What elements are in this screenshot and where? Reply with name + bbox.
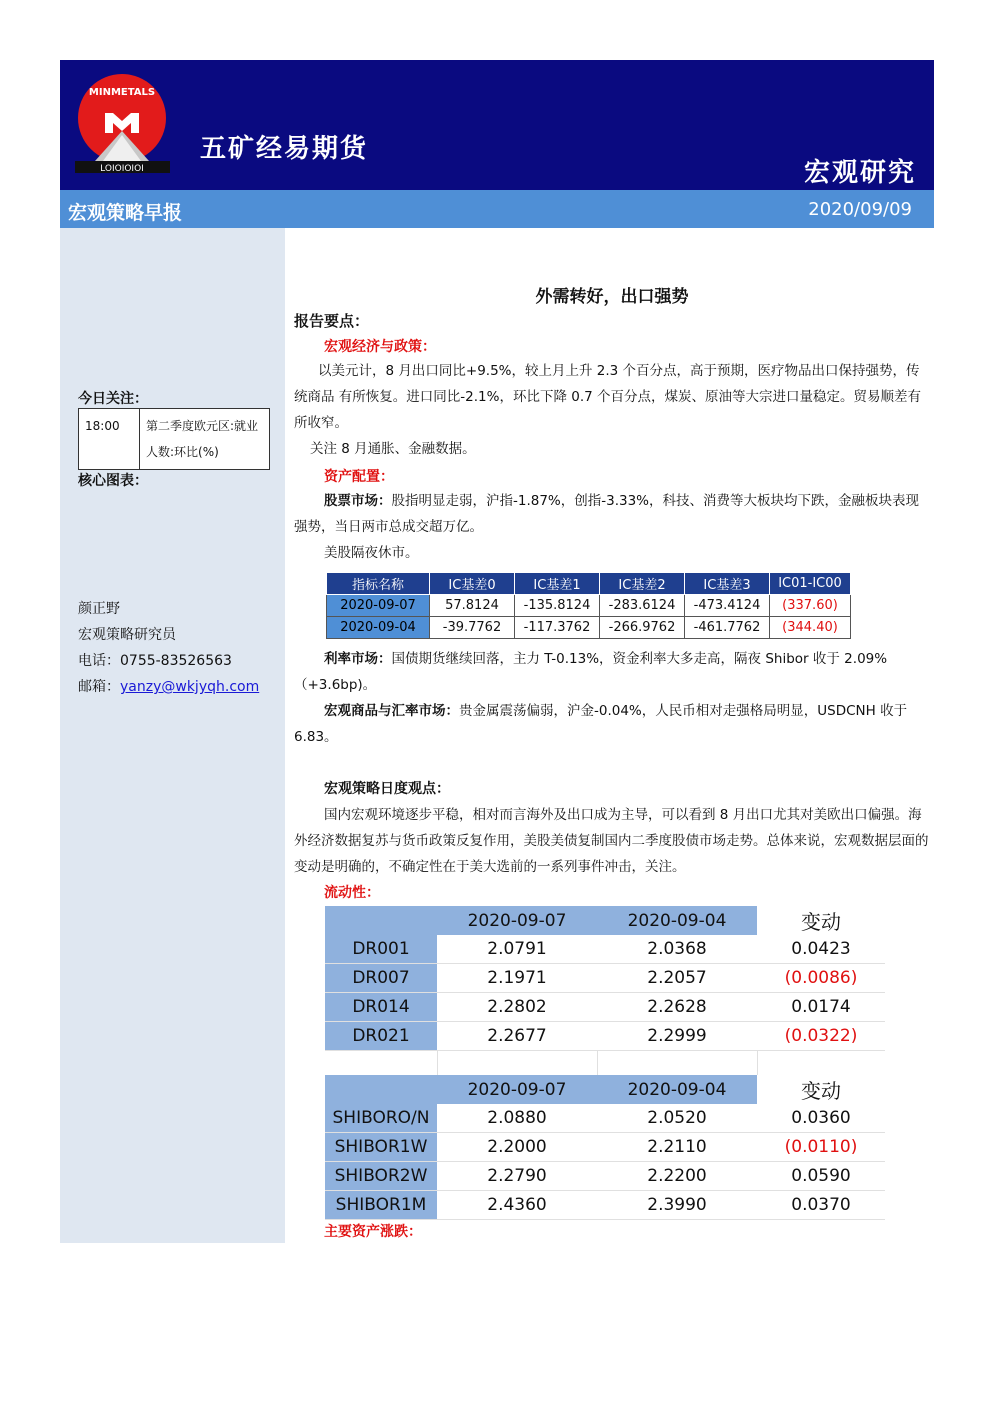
- basis-r1-c1: -39.7762: [430, 617, 515, 639]
- basis-header-row: [327, 573, 851, 595]
- stock-head: 股票市场：: [324, 493, 392, 509]
- section-asset: 资产配置：: [324, 469, 394, 485]
- basis-h3: IC基差2: [600, 573, 685, 595]
- report-bar: [60, 190, 934, 228]
- shibor-table: [325, 1075, 885, 1220]
- basis-r0-c1: 57.8124: [430, 595, 515, 617]
- division-name: 宏观研究: [803, 158, 916, 188]
- shibor-r3-c1: 2.4360: [437, 1191, 597, 1220]
- company-name: 五矿经易期货: [200, 134, 369, 164]
- basis-h4: IC基差3: [685, 573, 770, 595]
- daily-view-paragraph: [294, 802, 930, 880]
- dr-r3-c0: DR021: [325, 1022, 437, 1051]
- stock-text: 股指明显走弱，沪指-1.87%，创指-3.33%，科技、消费等大板块均下跌，金融板块表现强势，当日两市总成交超万亿。: [294, 493, 920, 535]
- dr-r1-c2: 2.2057: [597, 964, 757, 993]
- macro-paragraph-2: 关注 8 月通胀、金融数据。: [310, 441, 476, 457]
- daily-view-head: 宏观策略日度观点：: [324, 781, 450, 797]
- basis-r1-c4: -461.7762: [685, 617, 770, 639]
- rate-head: 利率市场：: [324, 651, 392, 667]
- basis-r1-c0: 2020-09-04: [327, 617, 430, 639]
- report-title: 外需转好，出口强势: [535, 287, 689, 307]
- table-row: [327, 617, 851, 639]
- shibor-r2-c0: SHIBOR2W: [325, 1162, 437, 1191]
- basis-h5: IC01-IC00: [770, 573, 851, 595]
- shibor-r0-c1: 2.0880: [437, 1104, 597, 1133]
- table-row: [325, 964, 885, 993]
- today-focus-label: 今日关注：: [78, 391, 148, 407]
- commod-text: 贵金属震荡偏弱，沪金-0.04%，人民币相对走强格局明显，USDCNH 收于 6.83。: [294, 703, 908, 745]
- dr-h1: 2020-09-07: [437, 906, 597, 935]
- shibor-r2-c2: 2.2200: [597, 1162, 757, 1191]
- shibor-h2: 2020-09-04: [597, 1075, 757, 1104]
- basis-r0-c5: (337.60): [770, 595, 851, 617]
- shibor-r0-c0: SHIBORO/N: [325, 1104, 437, 1133]
- rate-text: 国债期货继续回落，主力 T-0.13%，资金利率大多走高，隔夜 Shibor 收于 2.09%（+3.6bp)。: [294, 651, 888, 693]
- basis-r1-c3: -266.9762: [600, 617, 685, 639]
- shibor-h0: [325, 1075, 437, 1104]
- us-stock-note: 美股隔夜休市。: [324, 545, 419, 561]
- report-date: 2020/09/09: [808, 199, 912, 220]
- analyst-email-row: [78, 676, 259, 696]
- dr-h0: [325, 906, 437, 935]
- shibor-r3-c3: 0.0370: [757, 1191, 885, 1220]
- dr-r2-c1: 2.2802: [437, 993, 597, 1022]
- analyst-title: 宏观策略研究员: [78, 627, 176, 643]
- header-banner: [60, 60, 934, 190]
- shibor-r3-c0: SHIBOR1M: [325, 1191, 437, 1220]
- table-row: [325, 993, 885, 1022]
- rate-paragraph: [294, 646, 930, 698]
- report-name: 宏观策略早报: [68, 202, 183, 224]
- svg-text:MINMETALS: MINMETALS: [88, 87, 156, 98]
- table-row: [325, 1022, 885, 1051]
- shibor-r1-c3: (0.0110): [757, 1133, 885, 1162]
- dr-r0-c2: 2.0368: [597, 935, 757, 964]
- shibor-r3-c2: 2.3990: [597, 1191, 757, 1220]
- dr-table: [325, 906, 885, 1080]
- shibor-h1: 2020-09-07: [437, 1075, 597, 1104]
- dr-r3-c2: 2.2999: [597, 1022, 757, 1051]
- dr-r1-c0: DR007: [325, 964, 437, 993]
- key-points-label: 报告要点：: [294, 312, 370, 330]
- ic-basis-table: [326, 572, 851, 639]
- basis-h1: IC基差0: [430, 573, 515, 595]
- minmetals-logo: [75, 73, 170, 173]
- section-macro: 宏观经济与政策：: [324, 339, 436, 355]
- basis-h2: IC基差1: [515, 573, 600, 595]
- dr-r3-c1: 2.2677: [437, 1022, 597, 1051]
- shibor-header-row: [325, 1075, 885, 1104]
- analyst-name: 颜正野: [78, 601, 120, 617]
- focus-time: 18:00: [79, 409, 140, 470]
- macro-text-1: 以美元计，8 月出口同比+9.5%，较上月上升 2.3 个百分点，高于预期，医疗物品出口保持强势，传统商品 有所恢复。进口同比-2.1%，环比下降 0.7 个百分点，煤炭、原油等大宗进口量稳定。贸易顺差有所收窄。: [294, 363, 922, 431]
- shibor-r2-c1: 2.2790: [437, 1162, 597, 1191]
- dr-r3-c3: (0.0322): [757, 1022, 885, 1051]
- basis-r0-c3: -283.6124: [600, 595, 685, 617]
- dr-r1-c1: 2.1971: [437, 964, 597, 993]
- table-row: [325, 935, 885, 964]
- dr-r0-c3: 0.0423: [757, 935, 885, 964]
- dr-h3: 变动: [757, 906, 885, 935]
- dr-r0-c1: 2.0791: [437, 935, 597, 964]
- table-row: [325, 1162, 885, 1191]
- dr-r0-c0: DR001: [325, 935, 437, 964]
- dr-header-row: [325, 906, 885, 935]
- stock-paragraph: [294, 488, 930, 540]
- table-row: [325, 1191, 885, 1220]
- shibor-r2-c3: 0.0590: [757, 1162, 885, 1191]
- shibor-r1-c0: SHIBOR1W: [325, 1133, 437, 1162]
- shibor-r0-c2: 2.0520: [597, 1104, 757, 1133]
- section-major-assets: 主要资产涨跌：: [324, 1224, 422, 1240]
- commod-head: 宏观商品与汇率市场：: [324, 703, 459, 719]
- macro-paragraph-1: [294, 358, 930, 436]
- dr-h2: 2020-09-04: [597, 906, 757, 935]
- shibor-r1-c1: 2.2000: [437, 1133, 597, 1162]
- core-chart-label: 核心图表：: [78, 473, 148, 489]
- basis-h0: 指标名称: [327, 573, 430, 595]
- focus-table: [78, 408, 270, 470]
- email-label: 邮箱：: [78, 679, 120, 695]
- basis-r0-c2: -135.8124: [515, 595, 600, 617]
- focus-event: 第二季度欧元区:就业人数:环比(%): [140, 409, 270, 470]
- svg-text:LOIOIOIOI: LOIOIOIOI: [100, 164, 144, 173]
- sidebar: [60, 228, 285, 1243]
- shibor-h3: 变动: [757, 1075, 885, 1104]
- basis-r1-c5: (344.40): [770, 617, 851, 639]
- dr-r2-c3: 0.0174: [757, 993, 885, 1022]
- table-row: [325, 1104, 885, 1133]
- shibor-r0-c3: 0.0360: [757, 1104, 885, 1133]
- daily-view-text: 国内宏观环境逐步平稳，相对而言海外及出口成为主导，可以看到 8 月出口尤其对美欧出口偏强。海外经济数据复苏与货币政策反复作用，美股美债复制国内二季度股债市场走势。总体来说，宏观数据层面的变动是明确的，不确定性在于美大选前的一系列事件冲击，关注。: [294, 807, 929, 875]
- dr-r2-c2: 2.2628: [597, 993, 757, 1022]
- table-row: [327, 595, 851, 617]
- dr-r2-c0: DR014: [325, 993, 437, 1022]
- shibor-r1-c2: 2.2110: [597, 1133, 757, 1162]
- dr-r1-c3: (0.0086): [757, 964, 885, 993]
- basis-r1-c2: -117.3762: [515, 617, 600, 639]
- basis-r0-c4: -473.4124: [685, 595, 770, 617]
- commod-paragraph: [294, 698, 930, 750]
- analyst-phone: 电话：0755-83526563: [78, 653, 232, 669]
- table-row: [325, 1133, 885, 1162]
- basis-r0-c0: 2020-09-07: [327, 595, 430, 617]
- email-link[interactable]: yanzy@wkjyqh.com: [120, 679, 260, 695]
- section-liquidity: 流动性：: [324, 885, 380, 901]
